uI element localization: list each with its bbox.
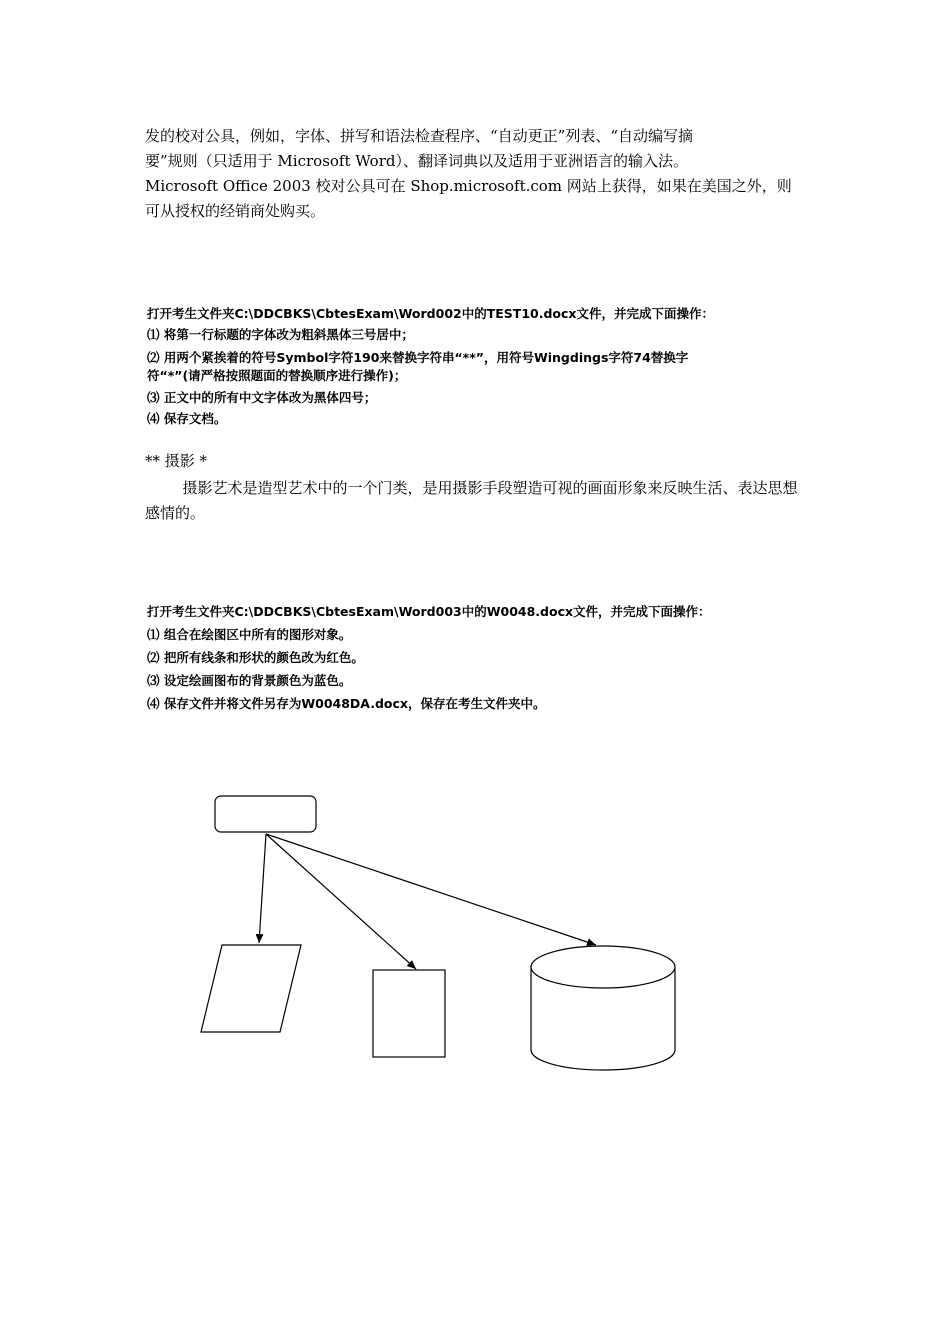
intro-line-4: 可从授权的经销商处购买。 bbox=[145, 202, 326, 220]
task-1-step-2: ⑵ 用两个紧挨着的符号Symbol字符190来替换字符串“**”，用符号Wingdings字符74替换字 bbox=[147, 350, 689, 365]
task-2-title: 打开考生文件夹C:\DDCBKS\CbtesExam\Word003中的W0048.docx文件，并完成下面操作： bbox=[147, 604, 711, 619]
sample-body: 摄影艺术是造型艺术中的一个门类，是用摄影手段塑造可视的画面形象来反映生活、表达思想感情的。 bbox=[145, 479, 798, 522]
rectangle-shape[interactable] bbox=[373, 970, 445, 1057]
task-1-step-1: ⑴ 将第一行标题的字体改为粗斜黑体三号居中； bbox=[147, 327, 414, 342]
arrow-to-parallelogram[interactable] bbox=[259, 834, 266, 943]
intro-line-3: Microsoft Office 2003 校对公具可在 Shop.microsoft.com 网站上获得，如果在美国之外，则 bbox=[145, 177, 792, 195]
intro-line-2: 要”规则（只适用于 Microsoft Word）、翻译词典以及适用于亚洲语言的输入法。 bbox=[145, 152, 688, 170]
task-1-step-4: ⑷ 保存文档。 bbox=[147, 411, 227, 426]
task-2-step-4: ⑷ 保存文件并将文件另存为W0048DA.docx，保存在考生文件夹中。 bbox=[147, 696, 546, 711]
task-2-step-2: ⑵ 把所有线条和形状的颜色改为红色。 bbox=[147, 650, 364, 665]
cylinder-shape[interactable] bbox=[531, 946, 675, 1070]
task-2-step-1: ⑴ 组合在绘图区中所有的图形对象。 bbox=[147, 627, 352, 642]
parallelogram-shape[interactable] bbox=[201, 945, 301, 1032]
intro-line-1: 发的校对公具，例如，字体、拼写和语法检查程序、“自动更正”列表、“自动编写摘 bbox=[145, 127, 694, 145]
task-1-title: 打开考生文件夹C:\DDCBKS\CbtesExam\Word002中的TEST10.docx文件，并完成下面操作： bbox=[147, 306, 714, 321]
arrow-to-cylinder[interactable] bbox=[266, 834, 596, 945]
task-1-step-2-continued: 符“*”(请严格按照题面的替换顺序进行操作)； bbox=[147, 368, 407, 383]
sample-heading: ** 摄影 * bbox=[145, 452, 208, 470]
task-1-step-3: ⑶ 正文中的所有中文字体改为黑体四号； bbox=[147, 390, 377, 405]
rounded-rectangle-shape[interactable] bbox=[215, 796, 316, 832]
task-2-step-3: ⑶ 设定绘画图布的背景颜色为蓝色。 bbox=[147, 673, 352, 688]
